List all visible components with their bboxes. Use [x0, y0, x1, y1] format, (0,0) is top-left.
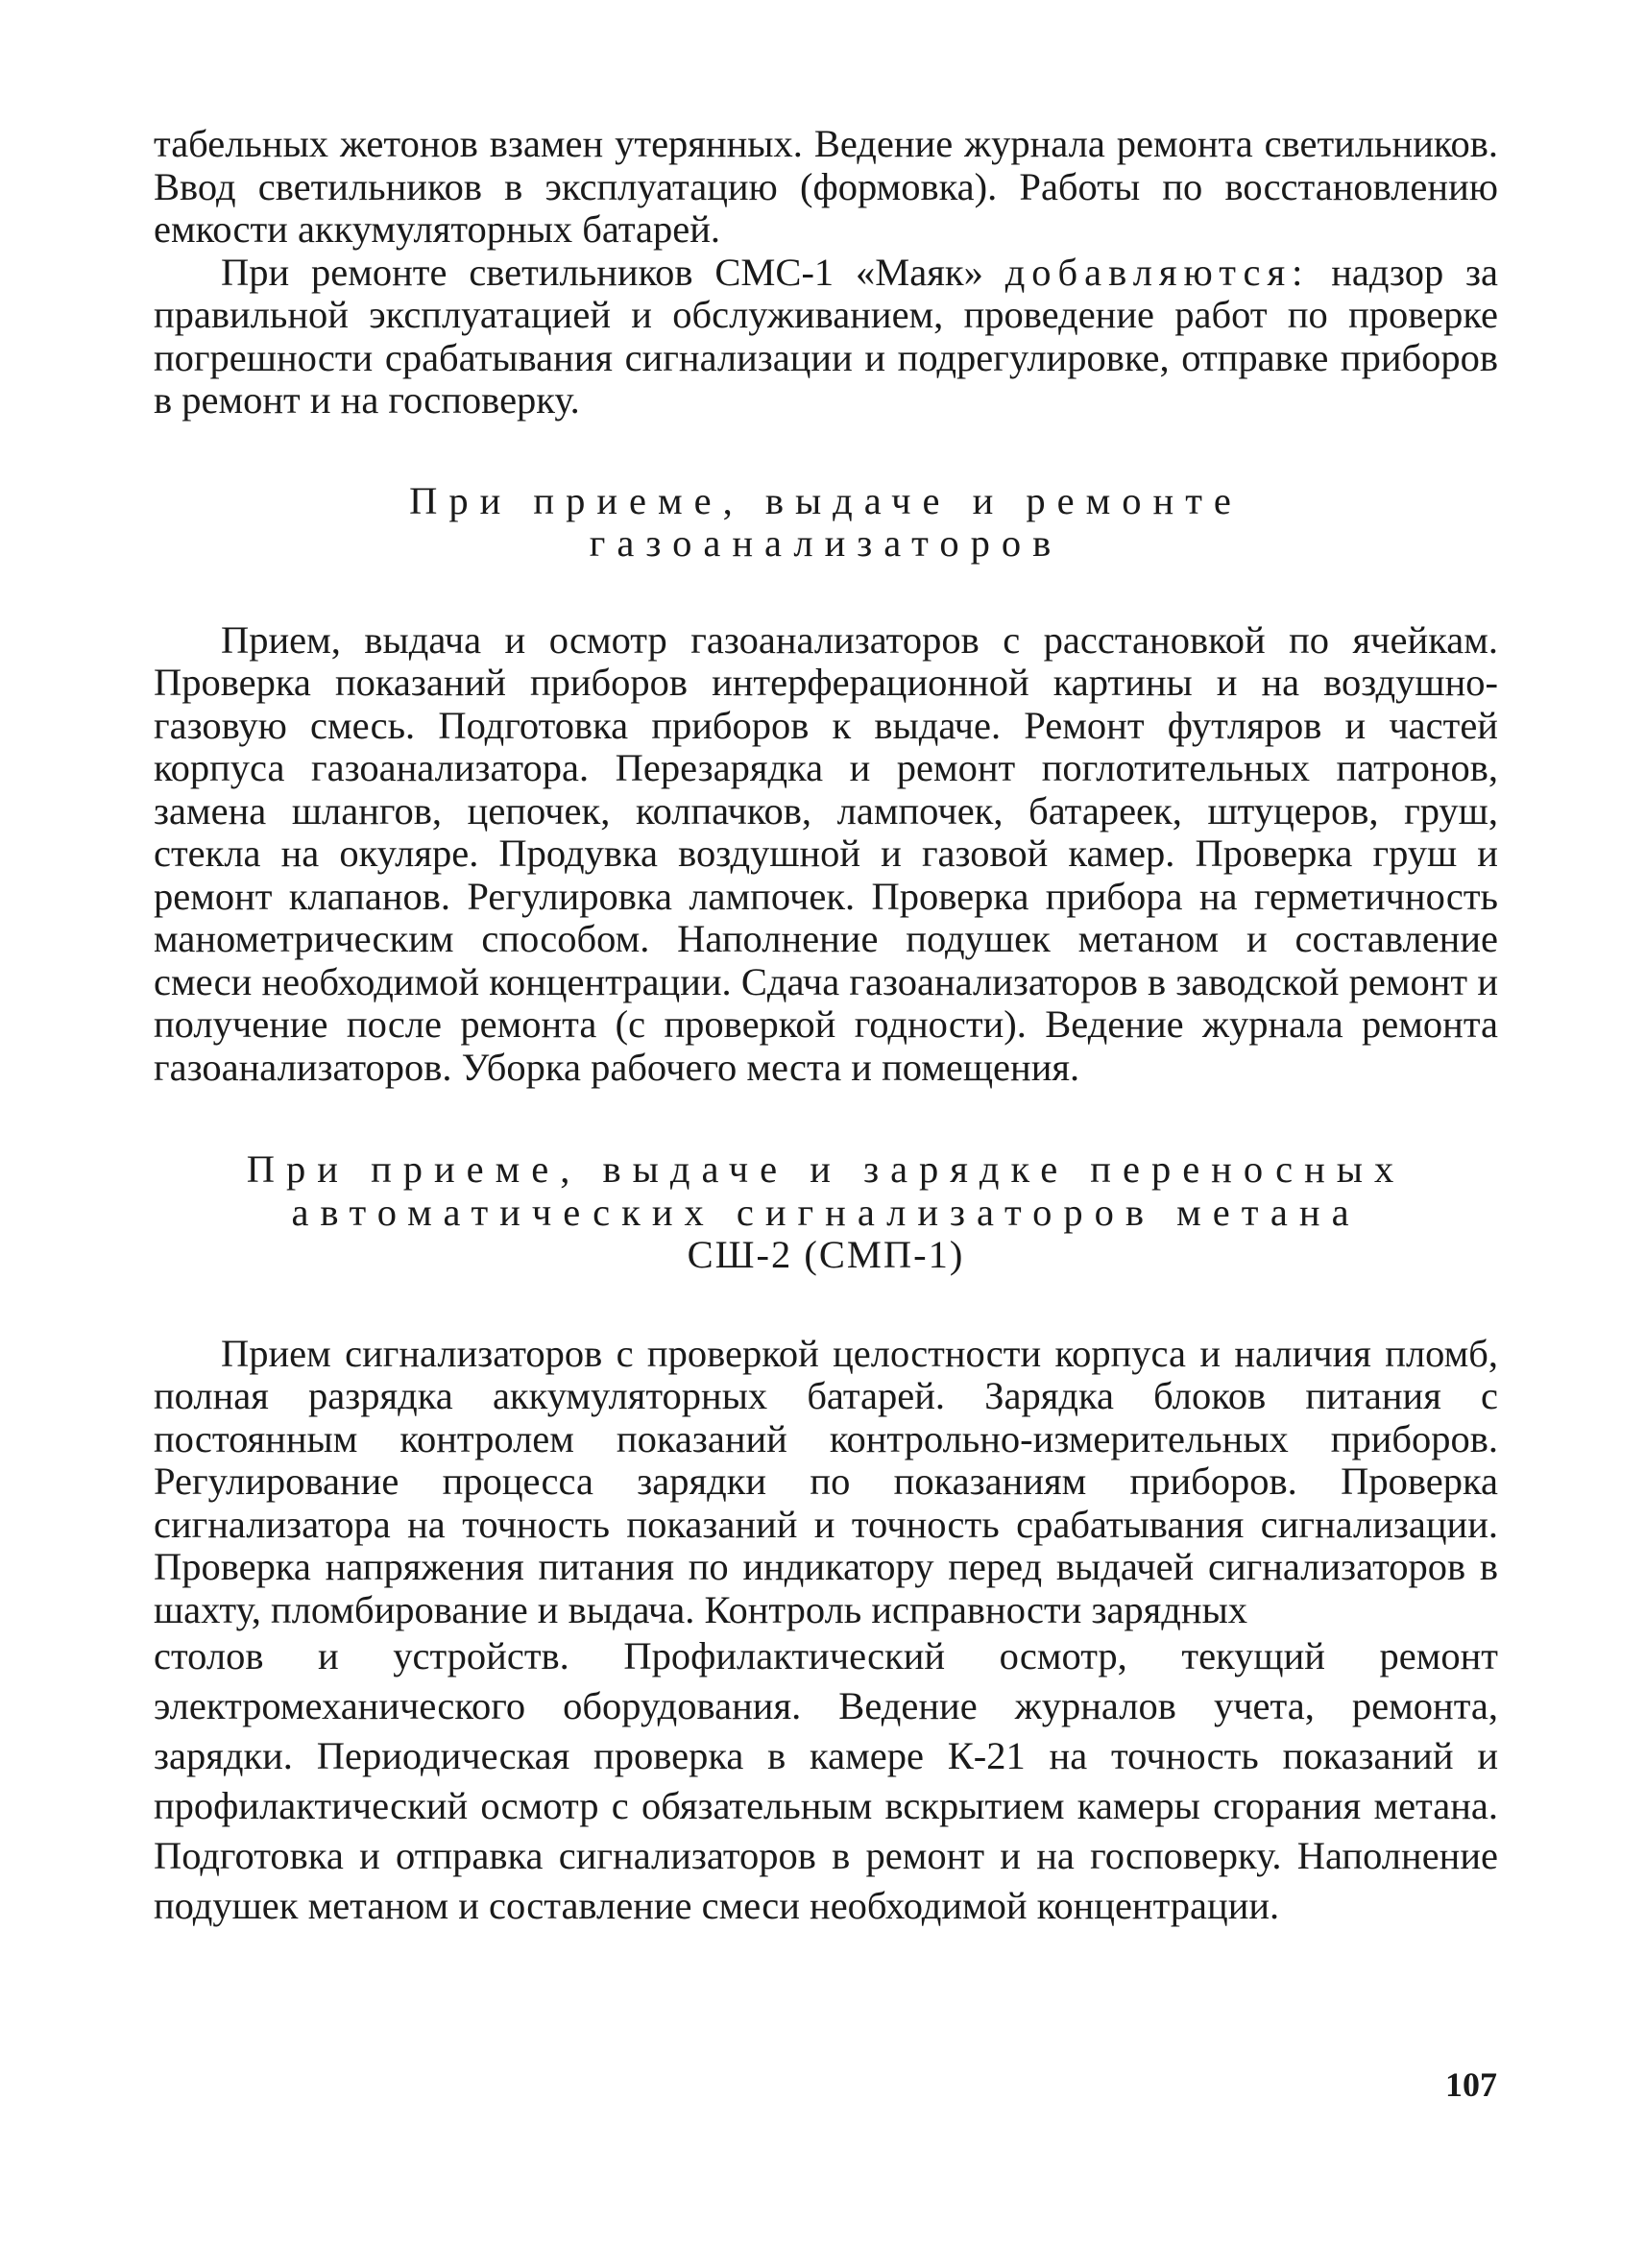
intro-paragraph-2-emphasis: добавляются:	[1004, 250, 1310, 294]
section-signal-body-top: Прием сигнализаторов с проверкой целостности корпуса и наличия пломб, полная разрядка аккумуляторных батарей. Зарядка блоков питания с постоянным контролем показаний контрольно-измерительных приборов. Регулирование процесса зарядки по показаниям приборов. Проверка сигнализатора на точность показаний и точность срабатывания сигнализации. Проверка напряжения питания по индикатору перед выдачей сигнализаторов в шахту, пломбирование и выдача. Контроль исправности зарядных	[154, 1331, 1498, 1631]
intro-paragraph-1: табельных жетонов взамен утерянных. Ведение журнала ремонта светильников. Ввод светильников в эксплуатацию (формовка). Работы по восстановлению емкости аккумуляторных батарей.	[154, 122, 1498, 251]
page-body	[154, 123, 1498, 1931]
section-gas-body: Прием, выдача и осмотр газоанализаторов с расстановкой по ячейкам. Проверка показаний приборов интерферационной картины и на воздушно-газовую смесь. Подготовка приборов к выдаче. Ремонт футляров и частей корпуса газоанализатора. Перезарядка и ремонт поглотительных патронов, замена шлангов, цепочек, колпачков, лампочек, батареек, штуцеров, груш, стекла на окуляре. Продувка воздушной и газовой камер. Проверка груш и ремонт клапанов. Регулировка лампочек. Проверка прибора на герметичность манометрическим способом. Наполнение подушек метаном и составление смеси необходимой концентрации. Сдача газоанализаторов в заводской ремонт и получение после ремонта (с проверкой годности). Ведение журнала ремонта газоанализаторов. Уборка рабочего места и помещения.	[154, 617, 1498, 1089]
intro-paragraph-2-start: При ремонте светильников СМС-1 «Маяк»	[221, 250, 983, 294]
page-number: 107	[1445, 2065, 1497, 2104]
section-gas-heading-line-2: газоанализаторов	[589, 521, 1063, 565]
section-signal-heading	[154, 1148, 1498, 1277]
section-signal-heading-line-1: При приеме, выдаче и зарядке переносных	[246, 1147, 1406, 1191]
section-gas-heading	[154, 480, 1498, 566]
intro-paragraph-2-rest: надзор за правильной эксплуатацией и обслуживанием, проведение работ по проверке погрешности срабатывания сигнализации и подрегулировке, отправке приборов в ремонт и на госповерку.	[154, 250, 1499, 422]
section-signal-heading-line-3: СШ-2 (СМП-1)	[687, 1233, 965, 1276]
intro-paragraph-2	[154, 252, 1498, 422]
section-signal-body-bottom: столов и устройств. Профилактический осмотр, текущий ремонт электромеханического оборудования. Ведение журналов учета, ремонта, зарядки. Периодическая проверка в камере К-21 на точность показаний и профилактический осмотр с обязательным вскрытием камеры сгорания метана. Подготовка и отправка сигнализаторов в ремонт и на госповерку. Наполнение подушек метаном и составление смеси необходимой концентрации.	[154, 1634, 1498, 1927]
section-signal-heading-line-2: автоматических сигнализаторов метана	[291, 1190, 1361, 1234]
section-gas-heading-line-1: При приеме, выдаче и ремонте	[409, 478, 1243, 522]
